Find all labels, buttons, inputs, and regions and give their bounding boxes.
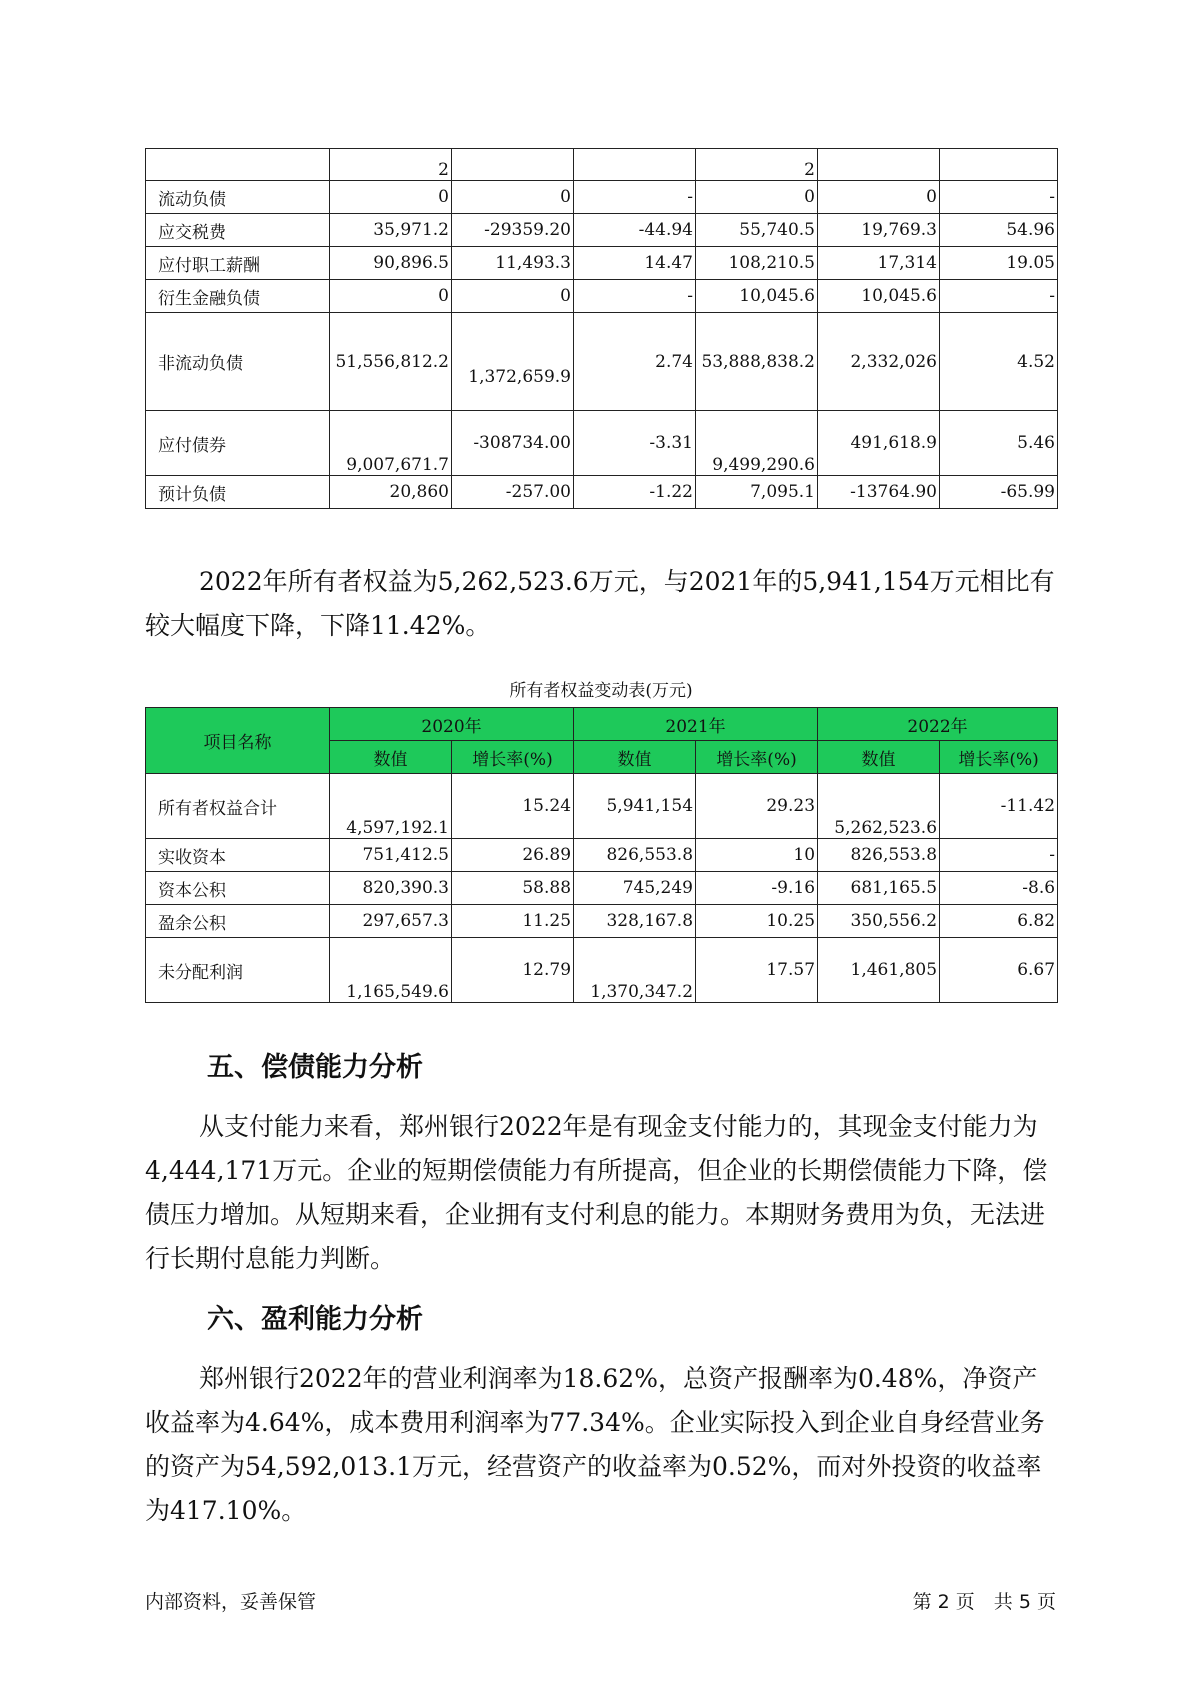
section-heading-profitability: 六、盈利能力分析 <box>207 1304 423 1335</box>
header-rate: 增长率(%) <box>940 741 1058 774</box>
cell: 0 <box>696 181 818 214</box>
row-name: 流动负债 <box>146 181 330 214</box>
table-caption: 所有者权益变动表(万元) <box>509 681 693 701</box>
cell: - <box>940 181 1058 214</box>
cell: 17.57 <box>696 938 818 1003</box>
cell: 2.74 <box>574 313 696 411</box>
cell: 491,618.9 <box>818 411 940 476</box>
section-heading-solvency: 五、偿债能力分析 <box>207 1052 423 1083</box>
cell: -44.94 <box>574 214 696 247</box>
cell: 1,461,805 <box>818 938 940 1003</box>
cell: -3.31 <box>574 411 696 476</box>
cell: 5.46 <box>940 411 1058 476</box>
cell: 745,249 <box>574 872 696 905</box>
cell: 9,007,671.7 <box>330 411 452 476</box>
cell: 26.89 <box>452 839 574 872</box>
cell: -11.42 <box>940 774 1058 839</box>
cell: 12.79 <box>452 938 574 1003</box>
cell: 55,740.5 <box>696 214 818 247</box>
table-row <box>146 938 1058 1003</box>
cell: 5,262,523.6 <box>818 774 940 839</box>
cell: -1.22 <box>574 476 696 509</box>
cell: 6.67 <box>940 938 1058 1003</box>
header-year: 2021年 <box>574 708 818 741</box>
table-row <box>146 313 1058 411</box>
cell: -29359.20 <box>452 214 574 247</box>
row-name: 非流动负债 <box>146 313 330 411</box>
cell: 58.88 <box>452 872 574 905</box>
row-name: 应付职工薪酬 <box>146 247 330 280</box>
page-prefix: 第 <box>912 1591 932 1613</box>
cell: 51,556,812.2 <box>330 313 452 411</box>
header-year: 2020年 <box>330 708 574 741</box>
cell: 820,390.3 <box>330 872 452 905</box>
liabilities-table <box>145 148 1058 509</box>
footer-confidential-note: 内部资料，妥善保管 <box>145 1591 317 1613</box>
table-row <box>146 839 1058 872</box>
cell: 6.82 <box>940 905 1058 938</box>
cell: 2,332,026 <box>818 313 940 411</box>
header-value: 数值 <box>330 741 452 774</box>
equity-summary-paragraph: 2022年所有者权益为5,262,523.6万元，与2021年的5,941,154万元相比有较大幅度下降，下降11.42%。 <box>145 567 1055 640</box>
cell: 10.25 <box>696 905 818 938</box>
table-row <box>146 411 1058 476</box>
row-name: 实收资本 <box>146 839 330 872</box>
cell: 29.23 <box>696 774 818 839</box>
cell: 826,553.8 <box>818 839 940 872</box>
table-row <box>146 905 1058 938</box>
cell: 1,370,347.2 <box>574 938 696 1003</box>
table-row <box>146 476 1058 509</box>
cell: 0 <box>452 181 574 214</box>
cell <box>452 149 574 181</box>
row-name <box>146 149 330 181</box>
cell: -308734.00 <box>452 411 574 476</box>
cell: 7,095.1 <box>696 476 818 509</box>
cell: 1,372,659.9 <box>452 313 574 411</box>
cell: 826,553.8 <box>574 839 696 872</box>
cell: 20,860 <box>330 476 452 509</box>
row-name: 衍生金融负债 <box>146 280 330 313</box>
table-row <box>146 774 1058 839</box>
table-row <box>146 181 1058 214</box>
cell: 0 <box>452 280 574 313</box>
row-name: 资本公积 <box>146 872 330 905</box>
cell: -9.16 <box>696 872 818 905</box>
cell: 0 <box>818 181 940 214</box>
page-number: 2 <box>937 1591 950 1613</box>
cell: 10,045.6 <box>696 280 818 313</box>
cell: - <box>574 181 696 214</box>
cell: 1,165,549.6 <box>330 938 452 1003</box>
header-value: 数值 <box>574 741 696 774</box>
cell: -8.6 <box>940 872 1058 905</box>
cell: 4.52 <box>940 313 1058 411</box>
row-name: 应交税费 <box>146 214 330 247</box>
cell: 53,888,838.2 <box>696 313 818 411</box>
table-row <box>146 280 1058 313</box>
cell <box>940 149 1058 181</box>
row-name: 盈余公积 <box>146 905 330 938</box>
cell <box>818 149 940 181</box>
cell: -65.99 <box>940 476 1058 509</box>
table-row <box>146 247 1058 280</box>
cell: - <box>574 280 696 313</box>
cell: -257.00 <box>452 476 574 509</box>
cell: 10 <box>696 839 818 872</box>
cell: 35,971.2 <box>330 214 452 247</box>
cell: 108,210.5 <box>696 247 818 280</box>
equity-change-table <box>145 707 1058 1003</box>
cell: 14.47 <box>574 247 696 280</box>
cell: - <box>940 280 1058 313</box>
cell: 0 <box>330 280 452 313</box>
cell: 9,499,290.6 <box>696 411 818 476</box>
table-row <box>146 149 1058 181</box>
cell: 19,769.3 <box>818 214 940 247</box>
cell: - <box>940 839 1058 872</box>
header-rate: 增长率(%) <box>452 741 574 774</box>
cell: 681,165.5 <box>818 872 940 905</box>
profitability-paragraph: 郑州银行2022年的营业利润率为18.62%，总资产报酬率为0.48%，净资产收益率为4.64%，成本费用利润率为77.34%。企业实际投入到企业自身经营业务的资产为54,592,013.1万元，经营资产的收益率为0.52%，而对外投资的收益率为417.10%。 <box>145 1364 1045 1525</box>
cell: 2 <box>696 149 818 181</box>
cell: 11,493.3 <box>452 247 574 280</box>
cell: 4,597,192.1 <box>330 774 452 839</box>
cell: 0 <box>330 181 452 214</box>
cell: 5,941,154 <box>574 774 696 839</box>
table-row <box>146 872 1058 905</box>
row-name: 未分配利润 <box>146 938 330 1003</box>
cell <box>574 149 696 181</box>
cell: 10,045.6 <box>818 280 940 313</box>
cell: 297,657.3 <box>330 905 452 938</box>
page-total: 5 <box>1018 1591 1031 1613</box>
footer-page-indicator <box>913 1587 1056 1614</box>
solvency-paragraph: 从支付能力来看，郑州银行2022年是有现金支付能力的，其现金支付能力为4,444,171万元。企业的短期偿债能力有所提高，但企业的长期偿债能力下降，偿债压力增加。从短期来看，企业拥有支付利息的能力。本期财务费用为负，无法进行长期付息能力判断。 <box>145 1112 1048 1273</box>
page-mid: 页 共 <box>955 1591 1013 1613</box>
row-name: 所有者权益合计 <box>146 774 330 839</box>
table-header-row <box>146 708 1058 741</box>
header-value: 数值 <box>818 741 940 774</box>
cell: 11.25 <box>452 905 574 938</box>
cell: 350,556.2 <box>818 905 940 938</box>
header-year: 2022年 <box>818 708 1058 741</box>
cell: 751,412.5 <box>330 839 452 872</box>
cell: 17,314 <box>818 247 940 280</box>
header-item-name: 项目名称 <box>146 708 330 774</box>
cell: 15.24 <box>452 774 574 839</box>
table-row <box>146 214 1058 247</box>
cell: 2 <box>330 149 452 181</box>
cell: 19.05 <box>940 247 1058 280</box>
row-name: 预计负债 <box>146 476 330 509</box>
page-suffix: 页 <box>1036 1591 1056 1613</box>
cell: 54.96 <box>940 214 1058 247</box>
cell: -13764.90 <box>818 476 940 509</box>
header-rate: 增长率(%) <box>696 741 818 774</box>
cell: 328,167.8 <box>574 905 696 938</box>
row-name: 应付债券 <box>146 411 330 476</box>
cell: 90,896.5 <box>330 247 452 280</box>
